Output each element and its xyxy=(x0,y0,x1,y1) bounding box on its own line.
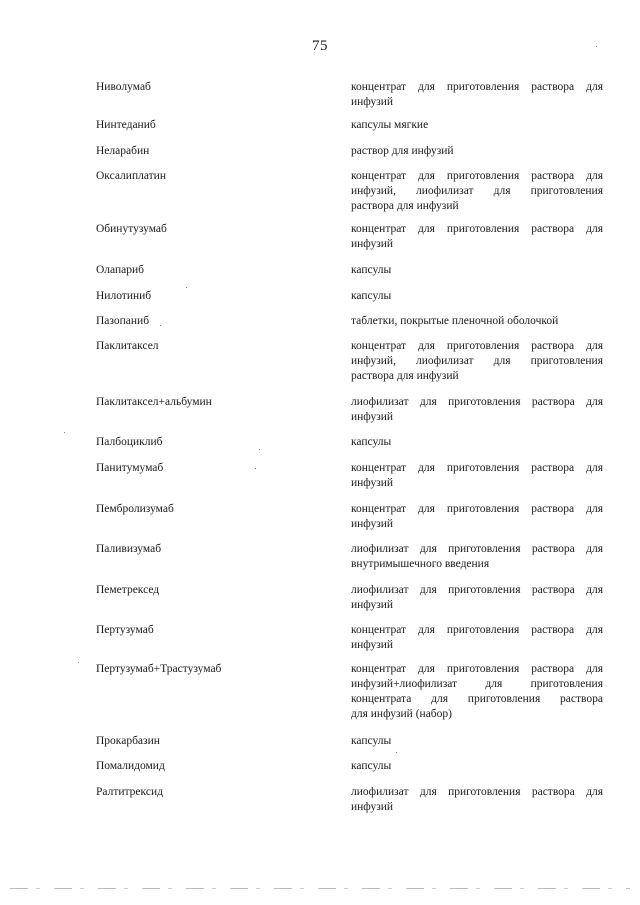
dosage-form-line: инфузий xyxy=(351,599,394,611)
dosage-form-line: раствор для инфузий xyxy=(351,145,454,157)
scan-speck xyxy=(186,287,187,288)
page-number: 75 xyxy=(312,38,328,54)
drug-name: Помалидомид xyxy=(96,760,165,772)
dosage-form-line: лиофилизат для приготовления раствора для xyxy=(351,786,603,798)
drug-name: Нилотиниб xyxy=(96,290,152,302)
dosage-form-line: концентрат для приготовления раствора для xyxy=(351,223,603,235)
drug-name: Оксалиплатин xyxy=(96,170,166,182)
drug-name: Пазопаниб xyxy=(96,315,150,327)
dosage-form xyxy=(351,502,603,532)
dosage-form-line: концентрат для приготовления раствора для xyxy=(351,503,603,515)
drug-name: Паливизумаб xyxy=(96,543,162,555)
drug-name: Прокарбазин xyxy=(96,735,160,747)
drug-name: Пембролизумаб xyxy=(96,503,174,515)
dosage-form-line: лиофилизат для приготовления раствора для xyxy=(351,543,603,555)
dosage-form xyxy=(351,759,603,774)
scan-speck xyxy=(64,432,65,433)
dosage-form-line: концентрат для приготовления раствора для xyxy=(351,663,603,675)
dosage-form-line: инфузий xyxy=(351,238,394,250)
dosage-form xyxy=(351,623,603,653)
dosage-form-line: концентрат для приготовления раствора для xyxy=(351,462,603,474)
dosage-form-line: внутримышечного введения xyxy=(351,558,490,570)
drug-name: Нинтеданиб xyxy=(96,119,156,131)
dosage-form-line: инфузий xyxy=(351,96,394,108)
dosage-form-line: раствора для инфузий xyxy=(351,200,459,212)
dosage-form xyxy=(351,144,603,159)
dosage-form-line: инфузий xyxy=(351,801,394,813)
dosage-form xyxy=(351,169,603,214)
drug-name: Олапариб xyxy=(96,264,145,276)
drug-name: Неларабин xyxy=(96,145,150,157)
drug-name: Ниволумаб xyxy=(96,81,151,93)
scan-speck xyxy=(259,449,260,450)
dosage-form-line: инфузий, лиофилизат для приготовления xyxy=(351,185,603,197)
drug-name: Пеметрексед xyxy=(96,584,160,596)
dosage-form xyxy=(351,314,603,329)
drug-name: Панитумумаб xyxy=(96,462,164,474)
dosage-form xyxy=(351,339,603,384)
dosage-form xyxy=(351,80,603,110)
dosage-form xyxy=(351,461,603,491)
dosage-form xyxy=(351,734,603,749)
dosage-form xyxy=(351,662,603,722)
scan-speck xyxy=(596,46,597,47)
dosage-form-line: капсулы xyxy=(351,735,392,747)
dosage-form xyxy=(351,395,603,425)
scan-speck xyxy=(255,468,256,469)
dosage-form-line: капсулы xyxy=(351,436,392,448)
dosage-form-line: концентрат для приготовления раствора для xyxy=(351,170,603,182)
dosage-form-line: концентрат для приготовления раствора для xyxy=(351,81,603,93)
dosage-form xyxy=(351,289,603,304)
drug-name: Пертузумаб+Трастузумаб xyxy=(96,663,222,675)
dosage-form-line: капсулы xyxy=(351,760,392,772)
drug-name: Пертузумаб xyxy=(96,624,154,636)
scan-speck xyxy=(396,752,397,753)
scan-speck xyxy=(78,662,79,663)
dosage-form xyxy=(351,435,603,450)
dosage-form xyxy=(351,222,603,252)
drug-name: Палбоциклиб xyxy=(96,436,163,448)
drug-name: Паклитаксел xyxy=(96,340,159,352)
dosage-form-line: раствора для инфузий xyxy=(351,370,459,382)
dosage-form xyxy=(351,583,603,613)
dosage-form-line: инфузий xyxy=(351,411,394,423)
dosage-form xyxy=(351,785,603,815)
scan-speck xyxy=(160,325,161,326)
dosage-form-line: концентрата для приготовления раствора xyxy=(351,693,603,705)
dosage-form-line: концентрат для приготовления раствора для xyxy=(351,624,603,636)
dosage-form-line: капсулы xyxy=(351,290,392,302)
dosage-form xyxy=(351,542,603,572)
drug-name: Обинутузумаб xyxy=(96,223,167,235)
dosage-form-line: инфузий xyxy=(351,518,394,530)
dosage-form-line: для инфузий (набор) xyxy=(351,708,452,720)
dosage-form-line: инфузий xyxy=(351,639,394,651)
drug-name: Паклитаксел+альбумин xyxy=(96,396,212,408)
dosage-form-line: концентрат для приготовления раствора для xyxy=(351,340,603,352)
dosage-form-line: инфузий, лиофилизат для приготовления xyxy=(351,355,603,367)
dosage-form-line: капсулы xyxy=(351,264,392,276)
dosage-form-line: таблетки, покрытые пленочной оболочкой xyxy=(351,315,559,327)
dosage-form-line: лиофилизат для приготовления раствора для xyxy=(351,396,603,408)
dosage-form-line: инфузий+лиофилизат для приготовления xyxy=(351,678,603,690)
dosage-form-line: инфузий xyxy=(351,477,394,489)
dosage-form xyxy=(351,263,603,278)
scan-edge-noise xyxy=(10,888,630,889)
drug-name: Ралтитрексид xyxy=(96,786,163,798)
dosage-form-line: лиофилизат для приготовления раствора для xyxy=(351,584,603,596)
dosage-form-line: капсулы мягкие xyxy=(351,119,429,131)
dosage-form xyxy=(351,118,603,133)
